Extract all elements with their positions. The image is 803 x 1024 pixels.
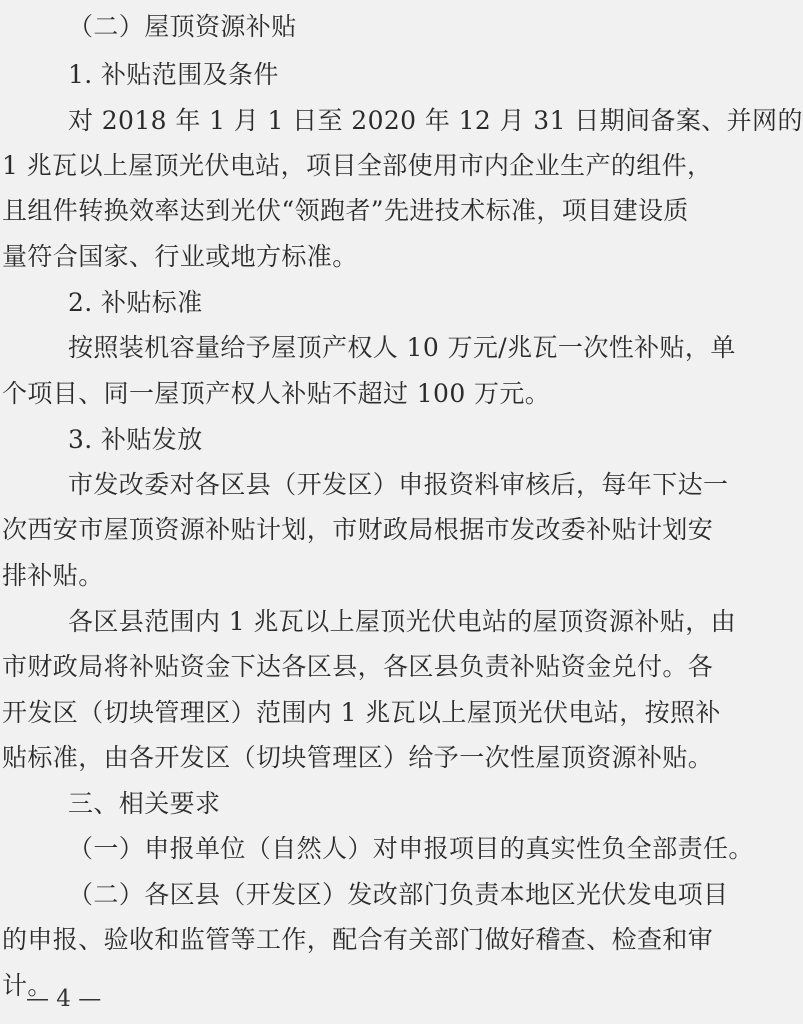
- subheading-subsidy-distribution: 3. 补贴发放: [68, 425, 203, 454]
- paragraph-line: 且组件转换效率达到光伏“领跑者”先进技术标准，项目建设质: [2, 196, 689, 225]
- paragraph-line: 个项目、同一屋顶产权人补贴不超过 100 万元。: [2, 379, 551, 408]
- paragraph-line: 排补贴。: [2, 561, 104, 590]
- paragraph-line: 计。: [2, 971, 53, 1000]
- paragraph-line: 的申报、验收和监管等工作，配合有关部门做好稽查、检查和审: [2, 925, 714, 954]
- paragraph-line: （一）申报单位（自然人）对申报项目的真实性负全部责任。: [68, 834, 754, 863]
- paragraph-line: 次西安市屋顶资源补贴计划，市财政局根据市发改委补贴计划安: [2, 515, 714, 544]
- paragraph-line: 开发区（切块管理区）范围内 1 兆瓦以上屋顶光伏电站，按照补: [2, 698, 721, 727]
- section-heading-rooftop-subsidy: （二）屋顶资源补贴: [68, 12, 297, 41]
- paragraph-line: 贴标准，由各开发区（切块管理区）给予一次性屋顶资源补贴。: [2, 743, 714, 772]
- paragraph-line: 各区县范围内 1 兆瓦以上屋顶光伏电站的屋顶资源补贴，由: [68, 607, 737, 636]
- paragraph-line: （二）各区县（开发区）发改部门负责本地区光伏发电项目: [68, 880, 729, 909]
- paragraph-line: 1 兆瓦以上屋顶光伏电站，项目全部使用市内企业生产的组件，: [2, 151, 713, 180]
- paragraph-line: 按照装机容量给予屋顶产权人 10 万元/兆瓦一次性补贴，单: [68, 333, 736, 362]
- paragraph-line: 市财政局将补贴资金下达各区县，各区县负责补贴资金兑付。各: [2, 652, 714, 681]
- subheading-scope-conditions: 1. 补贴范围及条件: [68, 60, 279, 89]
- paragraph-line: 市发改委对各区县（开发区）申报资料审核后，每年下达一: [68, 470, 729, 499]
- section-heading-related-requirements: 三、相关要求: [68, 789, 221, 818]
- page-number: — 4 —: [26, 986, 102, 1012]
- paragraph-line: 对 2018 年 1 月 1 日至 2020 年 12 月 31 日期间备案、并网的: [68, 106, 803, 135]
- subheading-subsidy-standard: 2. 补贴标准: [68, 288, 203, 317]
- paragraph-line: 量符合国家、行业或地方标准。: [2, 242, 358, 271]
